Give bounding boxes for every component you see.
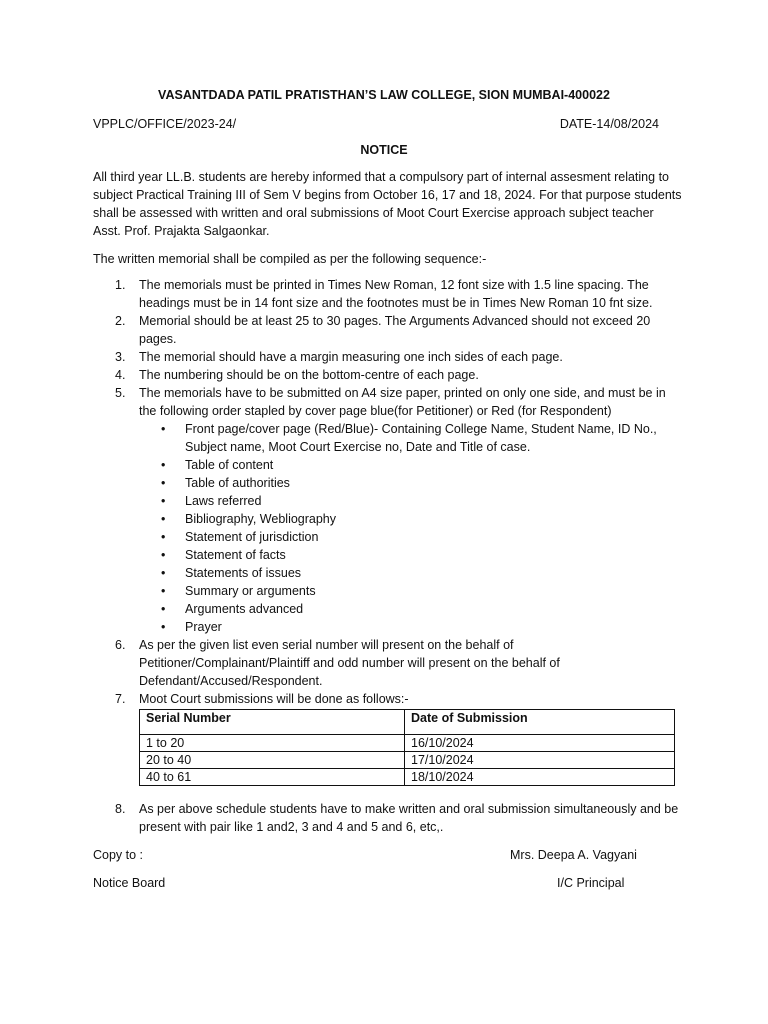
list-item [93, 366, 683, 384]
item-text: Memorial should be at least 25 to 30 pages. The Arguments Advanced should not exceed 20 pages. [139, 314, 651, 346]
bullet-item [93, 420, 683, 456]
notice-board-label: Notice Board [93, 876, 166, 890]
item-number: 1. [115, 278, 126, 292]
item-text: As per above schedule students have to make written and oral submission simultaneously and be present with pair like 1 and2, 3 and 4 and 5 and 6, etc,. [139, 802, 679, 834]
bullet-item [93, 582, 683, 600]
schedule-table [139, 709, 675, 786]
notice-date: DATE-14/08/2024 [559, 117, 659, 131]
bullet-icon: • [161, 584, 166, 598]
item-number: 8. [115, 802, 126, 816]
sequence-intro: The written memorial shall be compiled as per the following sequence:- [93, 252, 487, 266]
table-row [140, 769, 675, 786]
list-item [93, 312, 683, 348]
list-item [93, 384, 683, 420]
bullet-text: Summary or arguments [185, 584, 316, 598]
list-item [93, 348, 683, 366]
bullet-text: Prayer [185, 620, 222, 634]
bullet-text: Table of authorities [185, 476, 290, 490]
instruction-list [93, 276, 683, 836]
bullet-text: Laws referred [185, 494, 262, 508]
notice-title: NOTICE [360, 143, 408, 157]
bullet-text: Bibliography, Webliography [185, 512, 337, 526]
bullet-text: Statements of issues [185, 566, 302, 580]
submission-date-cell: 18/10/2024 [405, 769, 675, 786]
header-date-of-submission: Date of Submission [405, 710, 675, 735]
item-text: As per the given list even serial number will present on the behalf of Petitioner/Complainant/Plaintiff and odd number will present on the behalf of Defendant/Accused/Respondent. [139, 638, 560, 688]
item-text: Moot Court submissions will be done as follows:- [139, 692, 409, 706]
bullet-text: Front page/cover page (Red/Blue)- Containing College Name, Student Name, ID No., Subject name, Moot Court Exercise no, Date and Title of case. [185, 422, 657, 454]
serial-range-cell: 1 to 20 [140, 735, 405, 752]
item-text: The memorial should have a margin measuring one inch sides of each page. [139, 350, 563, 364]
bullet-icon: • [161, 494, 166, 508]
list-item [93, 636, 683, 690]
spacer [93, 786, 683, 800]
memorial-order-list [93, 420, 683, 636]
bullet-icon: • [161, 620, 166, 634]
bullet-icon: • [161, 458, 166, 472]
bullet-item [93, 618, 683, 636]
table-header-row [140, 710, 675, 735]
table-row [140, 735, 675, 752]
bullet-item [93, 546, 683, 564]
reference-number: VPPLC/OFFICE/2023-24/ [93, 117, 237, 131]
bullet-item [93, 492, 683, 510]
copy-to-label: Copy to : [93, 848, 144, 862]
serial-range-cell: 20 to 40 [140, 752, 405, 769]
list-item [93, 800, 683, 836]
bullet-text: Table of content [185, 458, 274, 472]
bullet-icon: • [161, 512, 166, 526]
list-item [93, 690, 683, 708]
bullet-item [93, 474, 683, 492]
item-text: The memorials have to be submitted on A4 size paper, printed on only one side, and must be in the following order stapled by cover page blue(for Petitioner) or Red (for Respondent) [139, 386, 666, 418]
bullet-item [93, 564, 683, 582]
bullet-item [93, 510, 683, 528]
item-number: 2. [115, 314, 126, 328]
item-text: The numbering should be on the bottom-centre of each page. [139, 368, 479, 382]
item-number: 3. [115, 350, 126, 364]
bullet-icon: • [161, 530, 166, 544]
bullet-icon: • [161, 422, 166, 436]
bullet-item [93, 528, 683, 546]
header-serial-number: Serial Number [140, 710, 405, 735]
bullet-item [93, 456, 683, 474]
serial-range-cell: 40 to 61 [140, 769, 405, 786]
item-text: The memorials must be printed in Times New Roman, 12 font size with 1.5 line spacing. The headings must be in 14 font size and the footnotes must be in Times New Roman 10 fnt size. [139, 278, 653, 310]
bullet-text: Statement of jurisdiction [185, 530, 319, 544]
signatory-designation: I/C Principal [557, 876, 625, 890]
bullet-item [93, 600, 683, 618]
item-number: 4. [115, 368, 126, 382]
submission-date-cell: 17/10/2024 [405, 752, 675, 769]
item-number: 7. [115, 692, 126, 706]
intro-paragraph: All third year LL.B. students are hereby informed that a compulsory part of internal assesment relating to subject Practical Training III of Sem V begins from October 16, 17 and 18, 2024. For that purpose students shall be assessed with written and oral submissions of Moot Court Exercise approach subject teacher Asst. Prof. Prajakta Salgaonkar. [93, 170, 682, 238]
bullet-icon: • [161, 476, 166, 490]
institution-heading: VASANTDADA PATIL PRATISTHAN’S LAW COLLEGE, SION MUMBAI-400022 [158, 88, 610, 102]
bullet-icon: • [161, 602, 166, 616]
signatory-name: Mrs. Deepa A. Vagyani [510, 848, 637, 862]
item-number: 5. [115, 386, 126, 400]
bullet-icon: • [161, 548, 166, 562]
submission-date-cell: 16/10/2024 [405, 735, 675, 752]
table-row [140, 752, 675, 769]
list-item [93, 276, 683, 312]
bullet-text: Statement of facts [185, 548, 286, 562]
bullet-icon: • [161, 566, 166, 580]
item-number: 6. [115, 638, 126, 652]
bullet-text: Arguments advanced [185, 602, 304, 616]
